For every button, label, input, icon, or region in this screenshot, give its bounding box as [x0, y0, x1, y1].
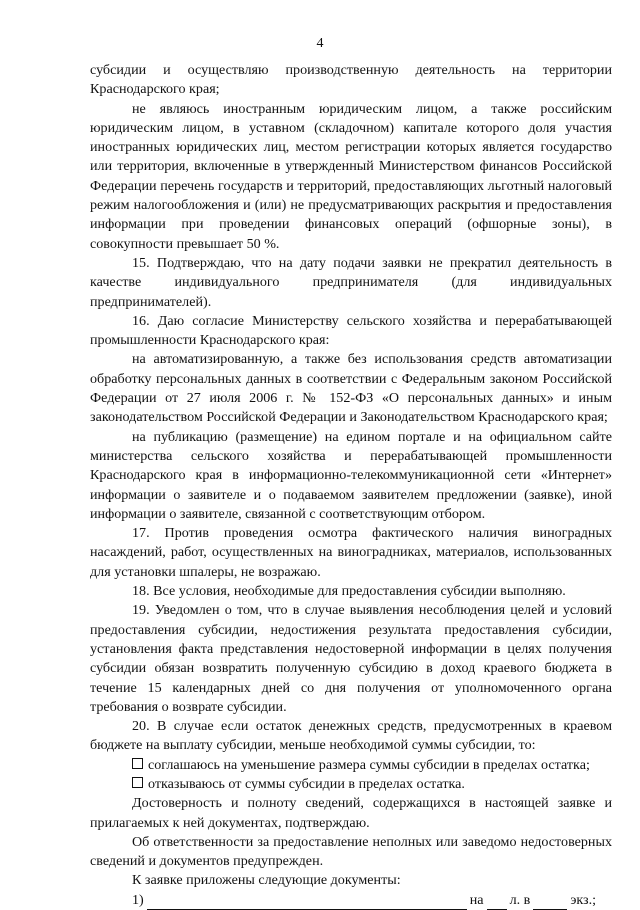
- attachment-row-1: [90, 891, 612, 910]
- paragraph-1: не являюсь иностранным юридическим лицом, а также российским юридическим лицом, в уставном (складочном) капитале которого доля участия иностранных юридических лиц, местом регистрации которых является государство или территория, включенные в утвержденный Министерством финансов Российской Федерации перечень государств и территорий, предоставляющих льготный налоговый режим налогообложения и (или) не предусматривающих раскрытия и предоставления информации при проведении финансовых операций (офшорные зоны), в совокупности превышает 50 %.: [90, 100, 612, 252]
- attachment-copies-field[interactable]: [533, 895, 567, 910]
- paragraph-16: 16. Даю согласие Министерству сельского хозяйства и перерабатывающей промышленности Краснодарского края:: [90, 312, 612, 349]
- option-refuse-label: отказываюсь от суммы субсидии в пределах остатка.: [148, 775, 465, 792]
- closing-attachments: К заявке приложены следующие документы:: [132, 872, 401, 889]
- paragraph-19: 19. Уведомлен о том, что в случае выявления несоблюдения целей и условий предоставления субсидии, недостижения результата предоставления субсидии, установления факта представления недостоверной информации в целях получения субсидии обязан возвратить полученную субсидию в доход краевого бюджета в течение 15 календарных дней со дня получения от уполномоченного органа требования о возврате субсидии.: [90, 602, 612, 715]
- attachment-on-label: на: [469, 891, 484, 908]
- attachment-sheets-field[interactable]: [487, 895, 507, 910]
- attachment-sheets-label: л. в: [509, 891, 531, 908]
- paragraph-16b: на публикацию (размещение) на едином портале и на официальном сайте министерства сельского хозяйства и перерабатывающей промышленности Краснодарского края в информационно-телекоммуникационной сети «Интернет» информации о заявителе и о подаваемом заявителем предложении (заявке), иной информации о заявителе, связанной с соответствующим отбором.: [90, 428, 612, 522]
- attachment-index: 1): [132, 891, 144, 908]
- page-number: 4: [316, 36, 324, 51]
- paragraph-16a: на автоматизированную, а также без использования средств автоматизации обработку персональных данных в соответствии с Федеральным законом Российской Федерации от 27 июля 2006 г. № 152-ФЗ «О персональных данных» и иным законодательством Российской Федерации и Законодательством Краснодарского края;: [90, 351, 612, 426]
- attachment-name-field[interactable]: [147, 895, 467, 910]
- checkbox-reduce[interactable]: [132, 758, 143, 769]
- checkbox-refuse[interactable]: [132, 777, 143, 788]
- option-reduce-label: соглашаюсь на уменьшение размера суммы субсидии в пределах остатка;: [148, 756, 590, 773]
- closing-reliability: Достоверность и полноту сведений, содержащихся в настоящей заявке и прилагаемых к ней документах, подтверждаю.: [90, 795, 612, 831]
- paragraph-18: 18. Все условия, необходимые для предоставления субсидии выполняю.: [132, 583, 566, 600]
- paragraph-20: 20. В случае если остаток денежных средств, предусмотренных в краевом бюджете на выплату субсидии, меньше необходимой суммы субсидии, то:: [90, 718, 612, 754]
- option-refuse: [90, 775, 612, 794]
- paragraph-17: 17. Против проведения осмотра фактического наличия виноградных насаждений, работ, осуществленных на виноградниках, материалов, использованных для установки шпалеры, не возражаю.: [90, 525, 612, 580]
- paragraph-15: 15. Подтверждаю, что на дату подачи заявки не прекратил деятельность в качестве индивидуального предпринимателя (для индивидуальных предпринимателей).: [90, 254, 612, 310]
- option-reduce: [90, 756, 612, 775]
- closing-responsibility: Об ответственности за предоставление неполных или заведомо недостоверных сведений и документов предупрежден.: [90, 833, 612, 870]
- attachment-copies-label: экз.;: [570, 891, 597, 908]
- paragraph-0: субсидии и осуществляю производственную деятельность на территории Краснодарского края;: [90, 62, 612, 98]
- document-body: [90, 61, 612, 910]
